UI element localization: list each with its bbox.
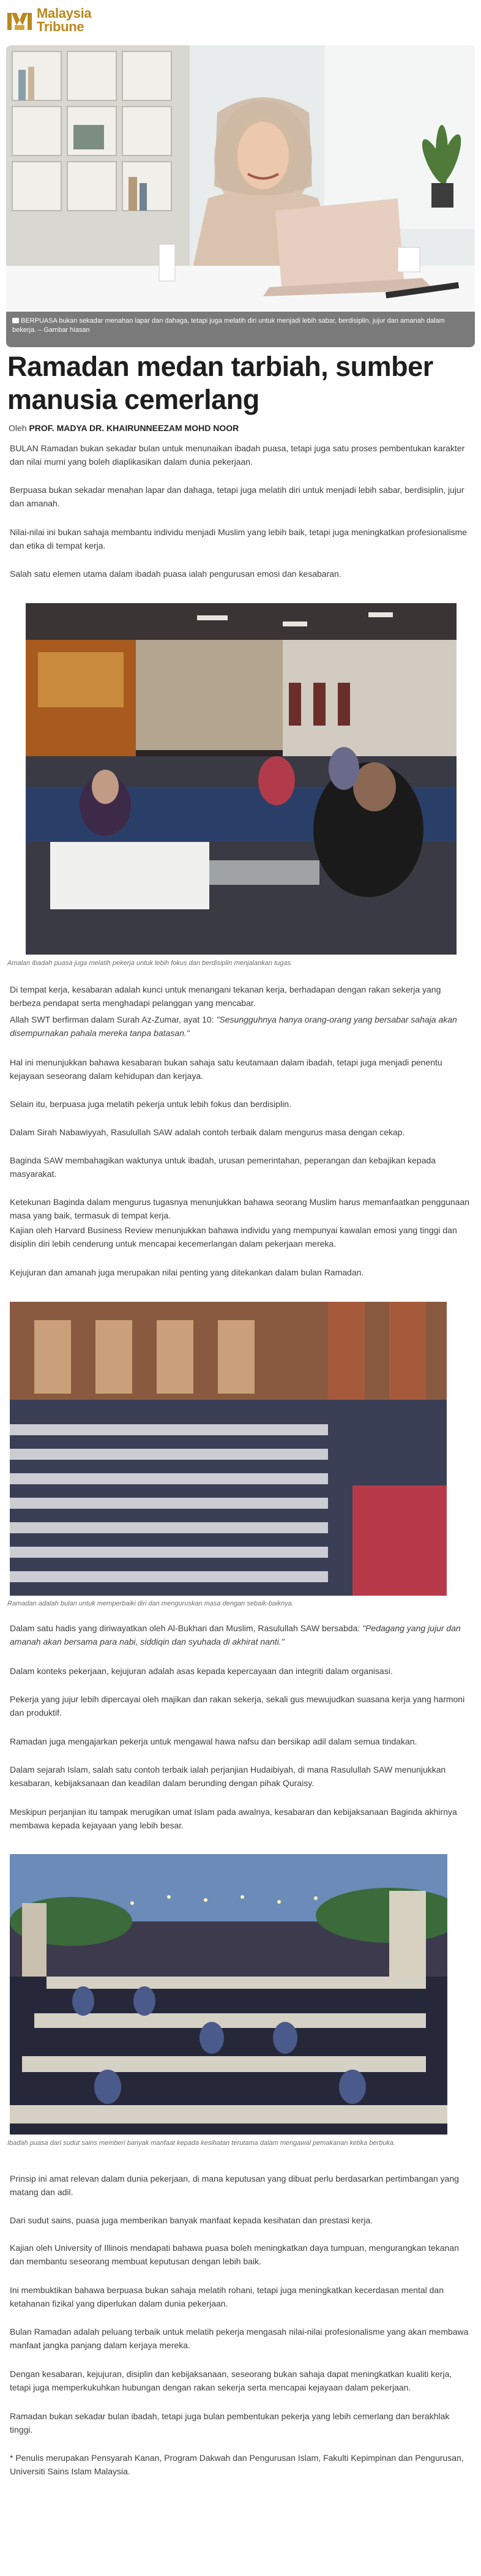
iftar-gathering-image — [10, 1854, 447, 2135]
paragraph: Nilai-nilai ini bukan sahaja membantu individu menjadi Muslim yang lebih baik, tetapi juga meningkatkan profesionalisme dan etika di tempat kerja. — [10, 527, 468, 550]
paragraph: Ramadan bukan sekadar bulan ibadah, tetapi juga bulan pembentukan pekerja yang lebih cemerlang dan berakhlak tinggi. — [10, 2411, 450, 2435]
figure-caption: Amalan ibadah puasa juga melatih pekerja untuk lebih fokus dan berdisiplin menjalankan tugas. — [7, 959, 293, 967]
byline: Oleh PROF. MADYA DR. KHAIRUNNEEZAM MOHD NOOR — [9, 423, 239, 433]
paragraph: Pekerja yang jujur lebih dipercayai oleh majikan dan rakan sekerja, sekali gus mewujudkan suasana kerja yang harmoni dan produktif. — [10, 1694, 465, 1718]
camera-icon — [12, 318, 19, 323]
paragraph: Berpuasa bukan sekadar menahan lapar dan dahaga, tetapi juga melatih diri untuk menjadi lebih sabar, berdisiplin, jujur dan amanah. — [10, 485, 464, 508]
paragraph: Dalam konteks pekerjaan, kejujuran adalah asas kepada kepercayaan dan integriti dalam organisasi. — [10, 1666, 393, 1676]
paragraph: Ini membuktikan bahawa berpuasa bukan sahaja melatih rohani, tetapi juga meningkatkan kecerdasan mental dan ketahanan fizikal yang diperlukan dalam dunia pekerjaan. — [10, 2285, 444, 2308]
paragraph: Selain itu, berpuasa juga melatih pekerja untuk lebih fokus dan berdisiplin. — [10, 1099, 291, 1109]
mosque-prayer-image — [10, 1302, 447, 1596]
author-note: * Penulis merupakan Pensyarah Kanan, Program Dakwah dan Pengurusan Islam, Fakulti Kepimpinan dan Pengurusan, Universiti Sains Islam Malaysia. — [10, 2453, 464, 2476]
figure-caption: Ibadah puasa dari sudut sains memberi banyak manfaat kepada kesihatan terutama dalam mengawal pemakanan ketika berbuka. — [7, 2139, 396, 2147]
figure-mosque-prayer — [10, 1302, 447, 1596]
paragraph: Dari sudut sains, puasa juga memberikan banyak manfaat kepada kesihatan dan prestasi kerja. — [10, 2215, 373, 2225]
paragraph: Dalam satu hadis yang diriwayatkan oleh Al-Bukhari dan Muslim, Rasulullah SAW bersabda: "Pedagang yang jujur dan amanah akan bersama para nabi, siddiqin dan syuhada di akhirat nanti." — [10, 1623, 461, 1647]
paragraph: BULAN Ramadan bukan sekadar bulan untuk menunaikan ibadah puasa, tetapi juga satu proses pembentukan karakter dan nilai murni yang boleh diaplikasikan dalam dunia pekerjaan. — [10, 443, 465, 467]
woman-laptop-illustration — [6, 45, 475, 347]
site-logo[interactable] — [6, 7, 91, 34]
paragraph: Allah SWT berfirman dalam Surah Az-Zumar, ayat 10: "Sesungguhnya hanya orang-orang yang bersabar sahaja akan disempurnakan pahala mereka tanpa batasan." — [10, 1015, 457, 1038]
paragraph: Ketekunan Baginda dalam mengurus tugasnya menunjukkan bahawa seorang Muslim harus memanfaatkan penggunaan masa yang baik, termasuk di tempat kerja. — [10, 1197, 470, 1220]
paragraph: Meskipun perjanjian itu tampak merugikan umat Islam pada awalnya, kesabaran dan kebijaksanaan Baginda akhirnya membawa kepada kejayaan yang lebih besar. — [10, 1807, 457, 1830]
hero-caption: BERPUASA bukan sekadar menahan lapar dan dahaga, tetapi juga melatih diri untuk menjadi lebih sabar, berdisiplin, jujur dan amanah dalam bekerja. – Gambar hiasan — [6, 312, 475, 347]
author-name[interactable]: PROF. MADYA DR. KHAIRUNNEEZAM MOHD NOOR — [29, 423, 239, 433]
paragraph: Hal ini menunjukkan bahawa kesabaran bukan sahaja satu keutamaan dalam ibadah, tetapi juga menjadi penentu kejayaan seseorang dalam kehidupan dan kerjaya. — [10, 1057, 442, 1081]
figure-caption: Ramadan adalah bulan untuk memperbaiki diri dan menguruskan masa dengan sebaik-baiknya. — [7, 1600, 294, 1607]
paragraph: Di tempat kerja, kesabaran adalah kunci untuk menangani tekanan kerja, berhadapan dengan rakan sekerja yang berbeza pendapat serta menghadapi pelanggan yang mencabar. — [10, 985, 441, 1008]
office-workers-image — [26, 603, 457, 955]
paragraph: Salah satu elemen utama dalam ibadah puasa ialah pengurusan emosi dan kesabaran. — [10, 569, 341, 579]
paragraph: Dengan kesabaran, kejujuran, disiplin dan kebijaksanaan, seseorang bukan sahaja dapat meningkatkan kualiti kerja, tetapi juga memperkukuhkan hubungan dengan rakan sekerja serta mencapai kejayaan dalam pekerjaan. — [10, 2369, 452, 2392]
site-name-line1: Malaysia — [37, 6, 92, 21]
paragraph: Baginda SAW membahagikan waktunya untuk ibadah, urusan pemerintahan, peperangan dan kebajikan kepada masyarakat. — [10, 1155, 436, 1179]
site-name-line2: Tribune — [37, 19, 84, 34]
paragraph: Kajian oleh University of Illinois mendapati bahawa puasa boleh meningkatkan daya tumpuan, mengurangkan tekanan dan membantu seseorang membuat keputusan dengan lebih baik. — [10, 2243, 459, 2266]
figure-office-workers — [26, 603, 457, 955]
malaysia-tribune-logo-icon — [6, 7, 33, 34]
site-header — [0, 0, 481, 40]
article-title: Ramadan medan tarbiah, sumber manusia cemerlang — [7, 351, 433, 415]
paragraph: Kajian oleh Harvard Business Review menunjukkan bahawa individu yang mempunyai kawalan emosi yang tinggi dan disiplin diri lebih cenderung untuk mencapai kecemerlangan dalam pekerjaan mereka. — [10, 1225, 457, 1249]
paragraph: Bulan Ramadan adalah peluang terbaik untuk melatih pekerja mengasah nilai-nilai profesionalisme yang akan membawa manfaat jangka panjang dalam kerjaya mereka. — [10, 2327, 469, 2350]
paragraph: Ramadan juga mengajarkan pekerja untuk mengawal hawa nafsu dan bersikap adil dalam semua tindakan. — [10, 1737, 417, 1746]
paragraph: Dalam Sirah Nabawiyyah, Rasulullah SAW adalah contoh terbaik dalam mengurus masa dengan cekap. — [10, 1127, 405, 1137]
paragraph: Dalam sejarah Islam, salah satu contoh terbaik ialah perjanjian Hudaibiyah, di mana Rasulullah SAW menunjukkan kesabaran, kebijaksanaan dan keadilan dalam berunding dengan pihak Quraisy. — [10, 1765, 446, 1788]
hero-image — [6, 45, 475, 347]
paragraph: Kejujuran dan amanah juga merupakan nilai penting yang ditekankan dalam bulan Ramadan. — [10, 1267, 364, 1277]
figure-iftar — [10, 1854, 447, 2135]
paragraph: Prinsip ini amat relevan dalam dunia pekerjaan, di mana keputusan yang dibuat perlu berdasarkan pertimbangan yang matang dan adil. — [10, 2174, 459, 2197]
